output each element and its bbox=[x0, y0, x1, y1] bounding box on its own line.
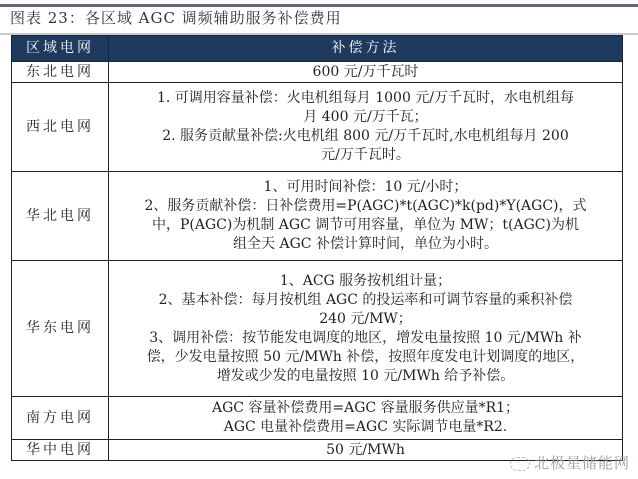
method-line: 组全天 AGC 补偿计算时间，单位为小时。 bbox=[233, 236, 498, 252]
table-header-row bbox=[12, 36, 623, 62]
method-line: 2、服务贡献补偿：日补偿费用=P(AGC)*t(AGC)*k(pd)*Y(AGC)，式 bbox=[144, 198, 587, 214]
table-row bbox=[12, 83, 623, 172]
top-rule bbox=[0, 4, 638, 7]
method-line: 600 元/万千瓦时 bbox=[312, 63, 419, 80]
header-method: 补偿方法 bbox=[109, 36, 623, 62]
table-row bbox=[12, 397, 623, 440]
region-cell: 南方电网 bbox=[12, 397, 109, 440]
method-line: 50 元/MWh bbox=[326, 441, 405, 458]
method-line: 240 元/MW； bbox=[319, 310, 412, 327]
method-line: 元/万千瓦时。 bbox=[321, 147, 410, 163]
method-line: 偿，少发电量按照 50 元/MWh 补偿，按照年度发电计划调度的地区， bbox=[146, 348, 585, 365]
region-cell: 西北电网 bbox=[12, 83, 109, 172]
table-row bbox=[12, 261, 623, 397]
region-cell: 东北电网 bbox=[12, 62, 109, 83]
method-cell bbox=[109, 261, 623, 397]
method-line: 1、ACG 服务按机组计量； bbox=[279, 272, 452, 289]
region-cell: 华北电网 bbox=[12, 172, 109, 261]
method-line: 1、可用时间补偿：10 元/小时； bbox=[263, 179, 468, 195]
method-cell bbox=[109, 397, 623, 440]
method-line: 月 400 元/万千瓦； bbox=[303, 109, 428, 125]
region-cell: 华中电网 bbox=[12, 440, 109, 461]
method-line: 2、基本补偿：每月按机组 AGC 的投运率和可调节容量的乘积补偿 bbox=[158, 291, 573, 308]
method-line: 1. 可调用容量补偿：火电机组每月 1000 元/万千瓦时，水电机组每 bbox=[156, 90, 575, 106]
method-line: 3、调用补偿：按节能发电调度的地区，增发电量按照 10 元/MWh 补 bbox=[149, 329, 582, 346]
figure-caption: 图表 23：各区域 AGC 调频辅助服务补偿费用 bbox=[10, 9, 342, 27]
table-row bbox=[12, 172, 623, 261]
header-region: 区域电网 bbox=[12, 36, 109, 62]
table-row bbox=[12, 62, 623, 83]
method-cell bbox=[109, 172, 623, 261]
method-cell bbox=[109, 62, 623, 83]
region-cell: 华东电网 bbox=[12, 261, 109, 397]
wechat-icon bbox=[510, 457, 530, 471]
method-cell bbox=[109, 83, 623, 172]
method-line: AGC 电量补偿费用=AGC 实际调节电量*R2. bbox=[223, 419, 508, 435]
watermark-text: 北极星储能网 bbox=[534, 454, 631, 472]
compensation-table bbox=[11, 35, 623, 461]
method-line: 中，P(AGC)为机制 AGC 调节可用容量，单位为 MW；t(AGC)为机 bbox=[152, 217, 579, 233]
method-line: 增发或少发的电量按照 10 元/MWh 给予补偿。 bbox=[216, 367, 515, 384]
watermark bbox=[510, 452, 630, 473]
method-line: 2. 服务贡献量补偿:火电机组 800 元/万千瓦时,水电机组每月 200 bbox=[162, 128, 569, 144]
method-line: AGC 容量补偿费用=AGC 容量服务供应量*R1； bbox=[211, 400, 520, 416]
